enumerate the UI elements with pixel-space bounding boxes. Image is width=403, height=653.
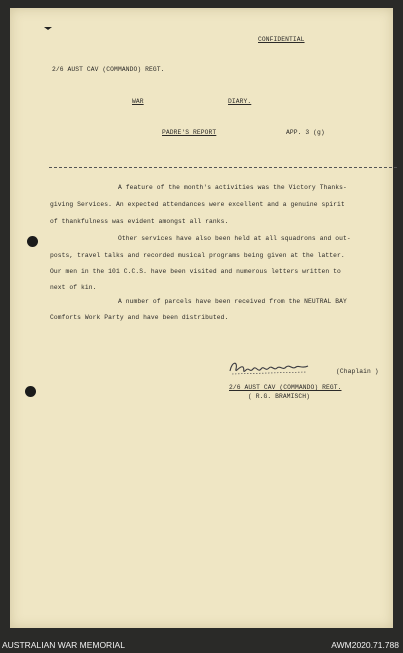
signatory-name: ( R.G. BRAMISCH) [248, 393, 311, 400]
punch-hole-icon [27, 236, 38, 247]
chaplain-label: (Chaplain ) [336, 368, 379, 375]
body-line: A feature of the month's activities was the Victory Thanks- [118, 184, 347, 191]
accession-number: AWM2020.71.788 [331, 640, 399, 650]
body-line: giving Services. An expected attendances were excellent and a genuine spirit [50, 201, 345, 208]
section-divider [49, 167, 397, 168]
signature-unit: 2/6 AUST CAV (COMMANDO) REGT. [229, 384, 342, 391]
appendix-label: APP. 3 (g) [286, 129, 325, 136]
body-line: next of kin. [50, 284, 97, 291]
classification-label: CONFIDENTIAL [258, 36, 305, 43]
handwritten-signature [228, 359, 312, 377]
body-line: Comforts Work Party and have been distributed. [50, 314, 229, 321]
diary-label: DIARY. [228, 98, 252, 105]
footer-bar [0, 634, 403, 653]
body-line: A number of parcels have been received from the NEUTRAL BAY [118, 298, 347, 305]
body-line: of thankfulness was evident amongst all ranks. [50, 218, 229, 225]
body-line: Our men in the 101 C.C.S. have been visited and numerous letters written to [50, 268, 341, 275]
war-label: WAR [132, 98, 144, 105]
institution-label: AUSTRALIAN WAR MEMORIAL [2, 640, 125, 650]
body-line: Other services have also been held at all squadrons and out- [118, 235, 351, 242]
fold-mark-icon [44, 27, 52, 30]
report-title: PADRE'S REPORT [162, 129, 217, 136]
unit-heading: 2/6 AUST CAV (COMMANDO) REGT. [52, 66, 165, 73]
body-line: posts, travel talks and recorded musical programs being given at the latter. [50, 252, 345, 259]
punch-hole-icon [25, 386, 36, 397]
